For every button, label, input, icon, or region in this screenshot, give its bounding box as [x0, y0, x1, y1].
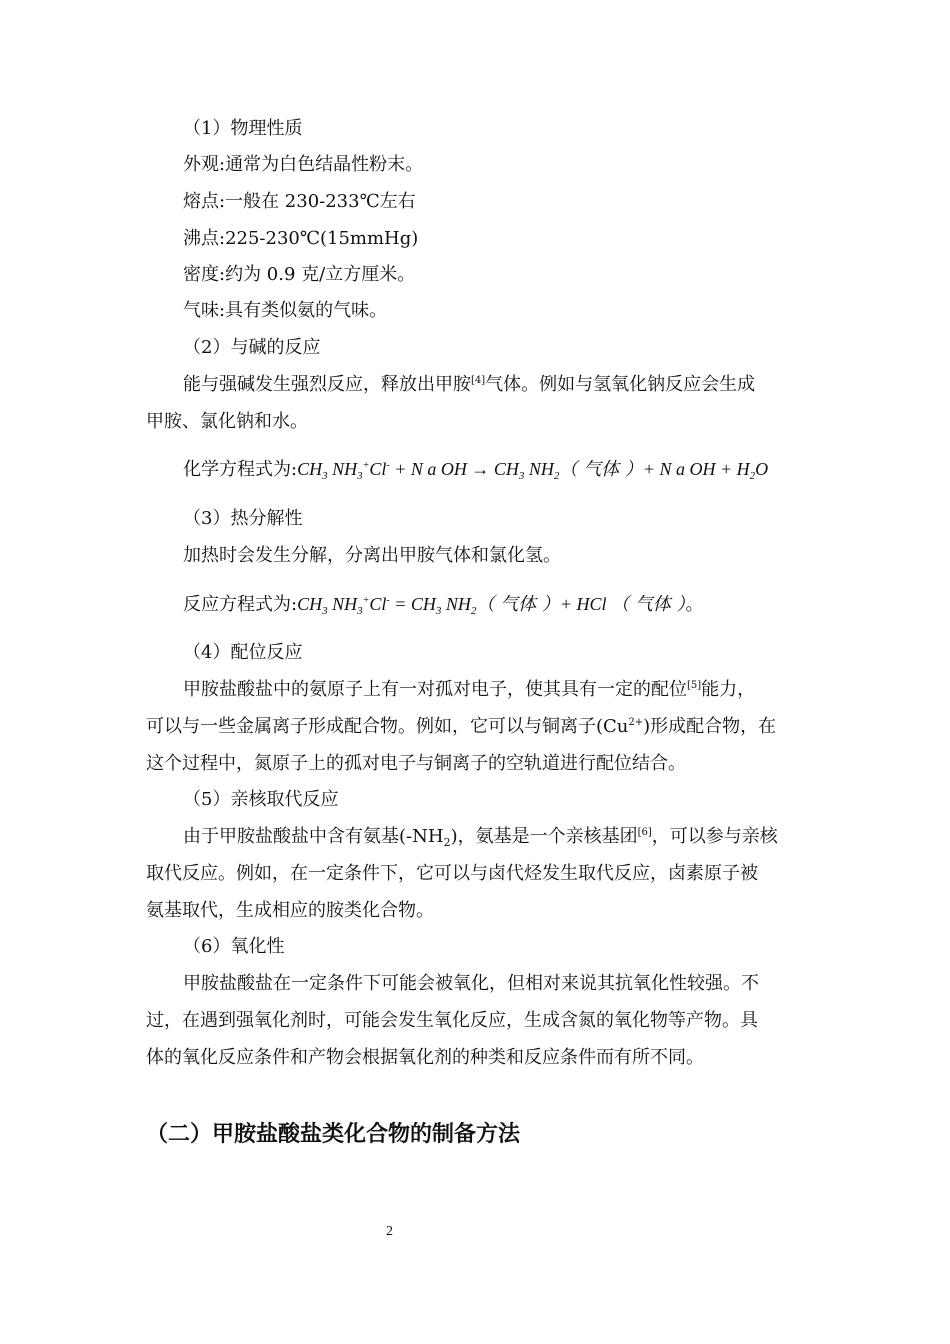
equation-label: 化学方程式为: — [183, 459, 298, 480]
chapter-section-heading: （二）甲胺盐酸盐类化合物的制备方法 — [146, 1122, 521, 1147]
citation-ref: [6] — [637, 827, 652, 838]
subscript: 2 — [443, 836, 451, 849]
text: 甲胺盐酸盐中的氨原子上有一对孤对电子，使其具有一定的配位 — [183, 679, 687, 700]
paragraph-line: 这个过程中，氮原子上的孤对电子与铜离子的空轨道进行配位结合。 — [146, 753, 686, 774]
paragraph-line: 体的氧化反应条件和产物会根据氧化剂的种类和反应条件而有所不同。 — [146, 1047, 704, 1068]
text: 气体。例如与氢氧化钠反应会生成 — [485, 374, 756, 395]
melting-point-line: 熔点:一般在 230-233℃左右 — [183, 191, 416, 212]
paragraph-line: 氨基取代，生成相应的胺类化合物。 — [146, 900, 434, 921]
page-number: 2 — [386, 1224, 393, 1239]
subscript: 3 — [357, 605, 363, 617]
text: 能与强碱发生强烈反应，释放出甲胺 — [183, 374, 471, 395]
text: 能力， — [701, 679, 756, 700]
chemical-equation — [297, 459, 769, 482]
term: + N a OH + H — [642, 459, 750, 479]
subscript: 2 — [553, 470, 560, 482]
paragraph-line — [183, 678, 755, 702]
paragraph-line: 甲胺、氯化钠和水。 — [146, 411, 308, 432]
section-2-heading: （2）与碱的反应 — [183, 337, 321, 358]
odor-line: 气味:具有类似氨的气味。 — [183, 300, 388, 321]
section-3-heading: （3）热分解性 — [183, 508, 303, 529]
term: = — [389, 594, 411, 614]
term: CH — [493, 459, 519, 479]
citation-ref: [5] — [687, 680, 702, 691]
density-line: 密度:约为 0.9 克/立方厘米。 — [183, 264, 416, 285]
paragraph-line: 甲胺盐酸盐在一定条件下可能会被氧化，但相对来说其抗氧化性较强。不 — [183, 973, 759, 994]
section-4-heading: （4）配位反应 — [183, 642, 303, 663]
paragraph-line: 过，在遇到强氧化剂时，可能会发生氧化反应，生成含氮的氧化物等产物。具 — [146, 1010, 758, 1031]
equation-1 — [183, 457, 768, 482]
section-6-heading: （6）氧化性 — [183, 936, 285, 957]
subscript: 3 — [518, 470, 525, 482]
superscript: - — [386, 595, 390, 606]
paragraph-line — [183, 825, 778, 849]
text: )形成配合物，在 — [643, 716, 777, 737]
paragraph-line — [146, 715, 776, 739]
term: + N a OH → — [389, 459, 494, 479]
superscript: + — [362, 460, 370, 471]
text: 可以与一些金属离子形成配合物。例如，它可以与铜离子(Cu — [146, 716, 629, 737]
boiling-point-line: 沸点:225-230℃(15mmHg) — [183, 228, 419, 249]
equation-2 — [183, 592, 703, 617]
term: Cl — [369, 594, 387, 614]
superscript: 2+ — [628, 717, 644, 728]
equation-label: 反应方程式为: — [183, 594, 298, 615]
appearance-line: 外观:通常为白色结晶性粉末。 — [183, 154, 424, 175]
term: + HCl — [559, 594, 612, 614]
section-1-heading: （1）物理性质 — [183, 118, 303, 139]
term: CH — [297, 594, 323, 614]
subscript: 3 — [357, 470, 363, 482]
paragraph-line: 取代反应。例如，在一定条件下，它可以与卤代烃发生取代反应，卤素原子被 — [146, 863, 758, 884]
text: 由于甲胺盐酸盐中含有氨基(-NH — [183, 826, 444, 847]
subscript: 3 — [435, 605, 442, 617]
term: CH — [410, 594, 436, 614]
text: )，氨基是一个亲核基团 — [450, 826, 638, 847]
section-5-heading: （5）亲核取代反应 — [183, 789, 339, 810]
term: NH — [528, 459, 554, 479]
equation-end: 。 — [685, 594, 704, 615]
term: CH — [297, 459, 323, 479]
subscript: 2 — [749, 470, 756, 482]
chemical-equation — [297, 594, 686, 617]
subscript: 2 — [470, 605, 477, 617]
term: NH — [332, 459, 358, 479]
citation-ref: [4] — [471, 375, 486, 386]
superscript: + — [362, 595, 370, 606]
gas-note: （ 气体 ） — [559, 459, 643, 480]
subscript: 3 — [322, 605, 328, 617]
superscript: - — [386, 460, 390, 471]
gas-note: （ 气体 ） — [476, 594, 560, 615]
paragraph-line: 加热时会发生分解，分离出甲胺气体和氯化氢。 — [183, 545, 561, 566]
term: Cl — [369, 459, 387, 479]
text: ，可以参与亲核 — [651, 826, 778, 847]
subscript: 3 — [322, 470, 328, 482]
paragraph-line — [183, 373, 755, 397]
term: NH — [445, 594, 471, 614]
term: NH — [332, 594, 358, 614]
gas-note: （ 气体 ） — [611, 594, 686, 615]
term: O — [755, 459, 769, 479]
